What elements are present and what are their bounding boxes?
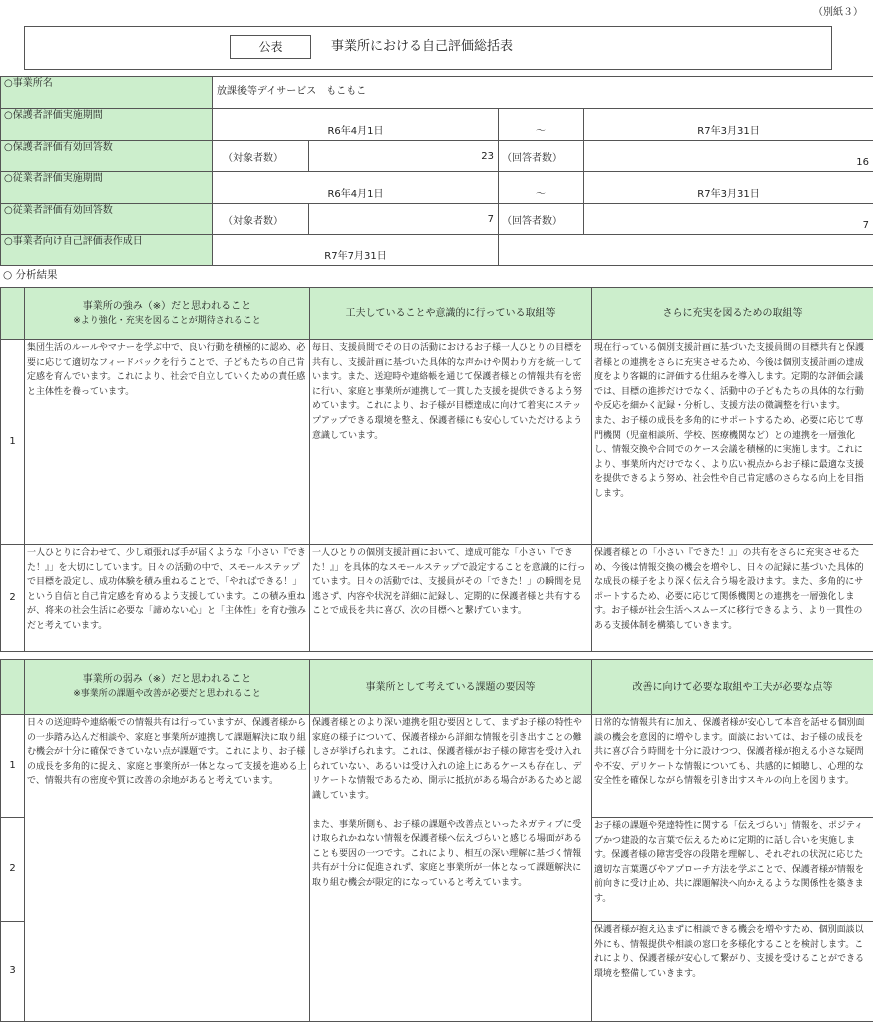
strengths-header-col3: さらに充実を図るための取組等 (592, 288, 873, 340)
strength-effort-cell: 一人ひとりの個別支援計画において、達成可能な「小さい『できた！』」を具体的なスモールステップで設定することを意識的に行っています。日々の活動では、支援員がその「できた！」の瞬間を見逃さず、内容や状況を詳細に記録し、定期的に保護者様と共有することで成長を共に喜び、次の目標へと繋げています。 (310, 545, 592, 652)
created-date: R7年7月31日 (213, 235, 499, 266)
row-number: 2 (1, 818, 25, 922)
weakness-improvement-cell: お子様の課題や発達特性に関する「伝えづらい」情報を、ポジティブかつ建設的な言葉で伝えるために定期的に話し合いを実施します。保護者様の障害受容の段階を理解し、それぞれの状況に応じた適切な言葉選びやアプローチ方法を学ぶことで、保護者様が情報を前向きに受け止め、共に課題解決へ向かえるような関係性を築きます。 (592, 818, 873, 922)
info-table (0, 76, 873, 266)
staff-count-label: ○従業者評価有効回答数 (1, 204, 213, 235)
staff-respondent-label: （回答者数） (499, 204, 584, 235)
row-number: 1 (1, 715, 25, 818)
row-number: 2 (1, 545, 25, 652)
created-label: ○事業者向け自己評価表作成日 (1, 235, 213, 266)
weaknesses-header-col2: 事業所として考えている課題の要因等 (310, 660, 592, 715)
annex-label: （別紙３） (813, 7, 863, 18)
staff-target-value: 7 (309, 204, 499, 235)
strengths-header-col1-note: ※より強化・充実を図ることが期待されること (73, 315, 261, 326)
strength-improvement-para2: また、お子様の成長を多角的にサポートするため、必要に応じて専門機関（児童相談所、学校、医療機関など）との連携を一層強化し、情報交換や合同でのケース会議を積極的に実施します。これにより、事業所内だけでなく、より広い視点からお子様に最適な支援を提供できるよう努め、社会性や自己肯定感のさらなる向上を目指します。 (594, 415, 864, 499)
public-badge: 公表 (230, 35, 311, 59)
strength-improvement-cell (592, 340, 873, 545)
table-row (1, 340, 873, 545)
strength-improvement-cell (592, 545, 873, 652)
facility-label: ○事業所名 (1, 77, 213, 109)
strengths-header-col1 (25, 288, 310, 340)
guardian-period-start: R6年4月1日 (213, 109, 499, 141)
weaknesses-header-num (1, 660, 25, 715)
page-title: 事業所における自己評価総括表 (331, 39, 514, 54)
guardian-period-label: ○保護者評価実施期間 (1, 109, 213, 141)
weakness-cause-cell (310, 715, 592, 1022)
weakness-cause-para2: また、事業所側も、お子様の課題や改善点といったネガティブに受け取られかねない情報を保護者様へ伝えづらいと感じる場面があることも要因の一つです。これにより、相互の深い理解に基づく情報共有が十分に促進されず、家庭と事業所が一体となって課題解決に取り組む機会が限定的になっていると考えています。 (312, 819, 582, 888)
weaknesses-header-col1-title: 事業所の弱み（※）だと思われること (82, 674, 252, 685)
weaknesses-header-col3: 改善に向けて必要な取組や工夫が必要な点等 (592, 660, 873, 715)
strengths-table (0, 287, 873, 652)
weakness-cell: 日々の送迎時や連絡帳での情報共有は行っていますが、保護者様からの一歩踏み込んだ相談や、家庭と事業所が連携して課題解決に取り組む機会が十分に確保できていない点が課題です。これにより、お子様の成長を多角的に捉え、家庭と事業所が一体となって支援を進める上で、情報共有の密度や質に改善の余地があると考えています。 (25, 715, 310, 1022)
row-number: 1 (1, 340, 25, 545)
strength-cell: 一人ひとりに合わせて、少し頑張れば手が届くような「小さい『できた！』」を大切にしています。日々の活動の中で、スモールステップで目標を設定し、成功体験を積み重ねることで、「やればできる！」という自信と自己肯定感を育めるよう支援しています。この積み重ねが、将来の社会生活に必要な「諦めない心」と「主体性」を育む強みだと考えています。 (25, 545, 310, 652)
guardian-respondent-label: （回答者数） (499, 141, 584, 172)
guardian-period-tilde: ～ (499, 109, 584, 141)
table-row (1, 545, 873, 652)
table-row (1, 715, 873, 818)
facility-row (1, 77, 873, 109)
strengths-header-row (1, 288, 873, 340)
weaknesses-header-col1-note: ※事業所の課題や改善が必要だと思われること (73, 689, 261, 699)
staff-count-row (1, 204, 873, 235)
row-number: 3 (1, 922, 25, 1022)
guardian-count-row (1, 141, 873, 172)
weakness-cause-para1: 保護者様とのより深い連携を阻む要因として、まずお子様の特性や家庭の様子について、保護者様から詳細な情報を引き出すことの難しさが挙げられます。これは、保護者様がお子様の障害を受け入れられていない、あるいは受け入れの途上にあるケースも存在し、デリケートな情報であるため、開示に抵抗がある場合があるためと認識しています。 (312, 718, 582, 801)
strength-effort-cell: 毎日、支援員間でその日の活動におけるお子様一人ひとりの目標を共有し、支援計画に基づいた具体的な声かけや関わり方を統一しています。また、送迎時や連絡帳を通じて保護者様との情報共有を密に行い、家庭と事業所が連携して一貫した支援を提供できるよう努めています。これにより、お子様が目標達成に向けて着実にステップアップできる環境を整え、保護者様にも安心していただけるよう意識しています。 (310, 340, 592, 545)
analysis-label: ○ 分析結果 (3, 269, 58, 281)
strength-improvement-text: 保護者様との「小さい『できた！』」の共有をさらに充実させるため、今後は情報交換の機会を増やし、日々の記録に基づいた具体的な成長の様子をより深く伝え合う場を設けます。また、多角的にサポートするため、必要に応じて関係機関との連携を一層強化します。お子様が社会生活へスムーズに移行できるよう、より一貫性のある支援体制を構築していきます。 (594, 548, 864, 631)
strengths-header-col1-title: 事業所の強み（※）だと思われること (82, 300, 252, 312)
weaknesses-header-col1 (25, 660, 310, 715)
guardian-respondent-value: 16 (584, 141, 873, 172)
guardian-target-value: 23 (309, 141, 499, 172)
staff-period-start: R6年4月1日 (213, 172, 499, 204)
staff-period-label: ○従業者評価実施期間 (1, 172, 213, 204)
strengths-header-num (1, 288, 25, 340)
strength-cell: 集団生活のルールやマナーを学ぶ中で、良い行動を積極的に認め、必要に応じて適切なフィードバックを行うことで、子どもたちの自己肯定感を育んでいます。これにより、社会で自立していくための責任感と主体性を養っています。 (25, 340, 310, 545)
guardian-target-label: （対象者数） (213, 141, 309, 172)
weakness-improvement-cell: 日常的な情報共有に加え、保護者様が安心して本音を話せる個別面談の機会を意図的に増やします。面談においては、お子様の成長を共に喜び合う時間を十分に設けつつ、保護者様が抱える小さな疑問や不安、デリケートな情報についても、共感的に傾聴し、心理的な安全性を確保しながら情報を引き出すスキルの向上を図ります。 (592, 715, 873, 818)
title-box (24, 26, 832, 70)
staff-period-row (1, 172, 873, 204)
facility-name: 放課後等デイサービス もこもこ (213, 77, 873, 109)
guardian-period-row (1, 109, 873, 141)
guardian-period-end: R7年3月31日 (584, 109, 873, 141)
staff-target-label: （対象者数） (213, 204, 309, 235)
weakness-improvement-cell: 保護者様が抱え込まずに相談できる機会を増やすため、個別面談以外にも、情報提供や相談の窓口を多様化することを検討します。これにより、保護者様が安心して繋がり、支援を受けることができる環境を整備していきます。 (592, 922, 873, 1022)
strengths-header-col2: 工夫していることや意識的に行っている取組等 (310, 288, 592, 340)
staff-period-end: R7年3月31日 (584, 172, 873, 204)
weaknesses-header-row (1, 660, 873, 715)
guardian-count-label: ○保護者評価有効回答数 (1, 141, 213, 172)
staff-period-tilde: ～ (499, 172, 584, 204)
created-empty (499, 235, 873, 266)
created-row (1, 235, 873, 266)
staff-respondent-value: 7 (584, 204, 873, 235)
weaknesses-table (0, 659, 873, 1022)
strength-improvement-para1: 現在行っている個別支援計画に基づいた支援員間の目標共有と保護者様との連携をさらに充実させるため、今後は個別支援計画の達成度をより客観的に評価する仕組みを導入します。定期的な評価会議では、目標の進捗だけでなく、活動中の子どもたちの具体的な行動や反応を細かく記録・分析し、支援方法の微調整を行います。 (594, 343, 865, 412)
